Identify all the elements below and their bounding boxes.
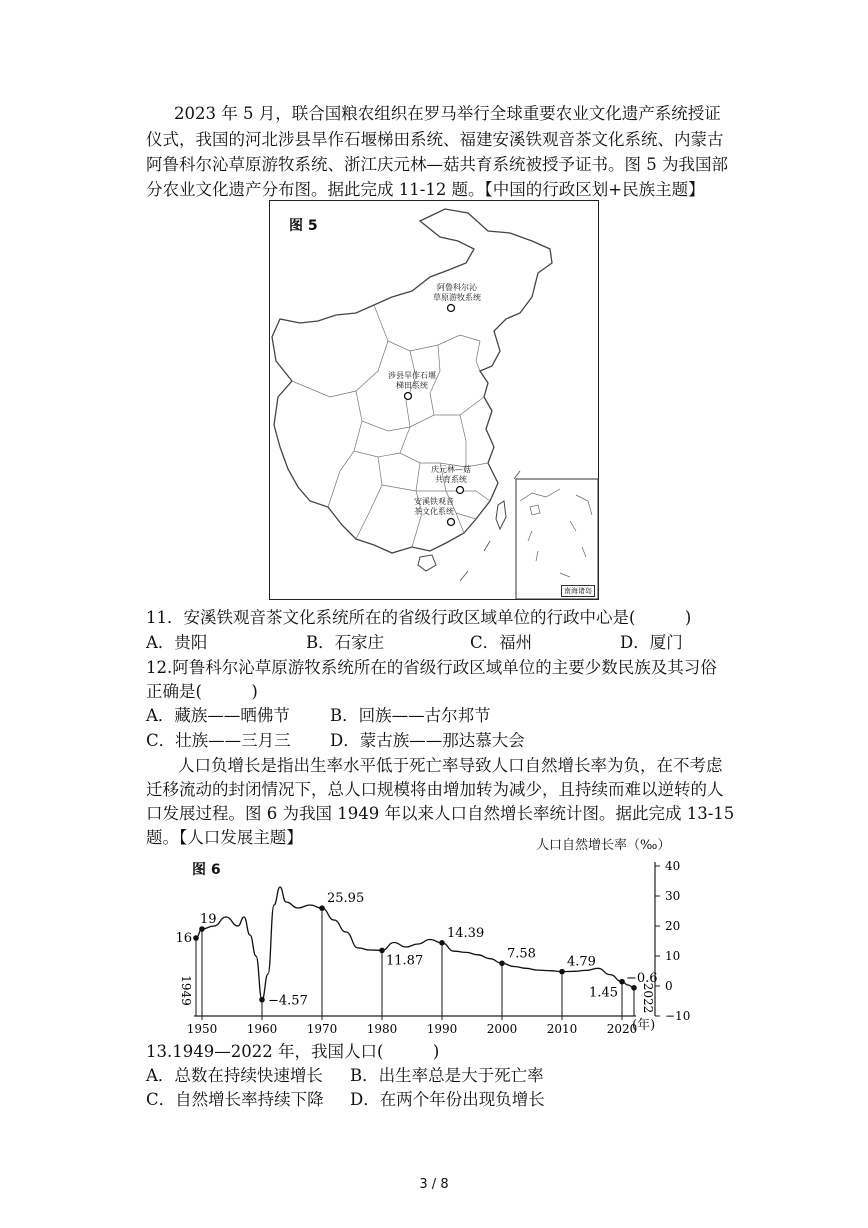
q12-option-c: C．壮族——三月三: [146, 731, 291, 750]
intro-line-4: 分农业文化遗产分布图。据此完成 11-12 题。【中国的行政区划+民族主题】: [146, 180, 705, 199]
data-point: [619, 979, 625, 985]
data-label: 16: [175, 931, 192, 946]
y-tick-label: 0: [665, 979, 673, 993]
site-label-shexian: [383, 371, 441, 391]
data-point: [259, 997, 265, 1003]
end-year-label: 2022: [641, 982, 655, 1014]
china-map: [270, 201, 600, 601]
x-tick-label: 1970: [306, 1022, 338, 1036]
intro2-line-1: 人口负增长是指出生率水平低于死亡率导致人口自然增长率为负，在不考虑: [178, 756, 723, 775]
q11-option-c: C．福州: [470, 633, 533, 652]
south-china-sea-inset: [516, 479, 598, 599]
site-marker-shexian: [405, 393, 412, 400]
site-label-line: 共育系统: [435, 475, 467, 484]
data-point: [439, 940, 445, 946]
site-label-qingyuan: [426, 465, 476, 485]
q12-option-a: A．藏族——晒佛节: [146, 706, 290, 725]
site-label-line: 安溪铁观音: [414, 497, 454, 506]
site-marker-alukeerqin: [448, 305, 455, 312]
sea-border-dashes: [460, 471, 520, 581]
data-point: [193, 935, 199, 941]
y-tick-label: −10: [665, 1009, 691, 1023]
q11-stem: 11．安溪铁观音茶文化系统所在的省级行政区域单位的行政中心是( ): [146, 608, 692, 627]
intro2-line-2: 迁移流动的封闭情况下，总人口规模将由增加转为减少，且持续而难以逆转的人: [146, 780, 724, 799]
data-label: 14.39: [447, 925, 485, 941]
q12-stem-line-1: 12.阿鲁科尔沁草原游牧系统所在的省级行政区域单位的主要少数民族及其习俗: [146, 658, 717, 677]
q13-option-d: D．在两个年份出现负增长: [350, 1090, 545, 1109]
q13-option-a: A．总数在持续快速增长: [146, 1066, 323, 1085]
data-label: −0.6: [626, 970, 658, 986]
data-point: [559, 969, 565, 975]
site-marker-qingyuan: [457, 487, 464, 494]
intro-line-2: 仪式，我国的河北涉县旱作石堰梯田系统、福建安溪铁观音茶文化系统、内蒙古: [146, 130, 724, 149]
chart-svg: [170, 832, 710, 1037]
y-tick-label: 40: [665, 859, 681, 873]
q11-option-d: D．厦门: [620, 633, 683, 652]
chart-x-unit: (年): [632, 1018, 656, 1033]
data-point: [499, 960, 505, 966]
x-tick-label: 1980: [366, 1022, 398, 1036]
china-map-figure: [269, 200, 599, 600]
data-point: [379, 948, 385, 954]
site-label-line: 涉县旱作石堰: [388, 371, 436, 380]
q13-option-c: C．自然增长率持续下降: [146, 1090, 324, 1109]
data-label: 19: [200, 912, 217, 927]
q12-option-d: D．蒙古族——那达慕大会: [330, 731, 525, 750]
intro2-line-3: 口发展过程。图 6 为我国 1949 年以来人口自然增长率统计图。据此完成 13-15: [146, 804, 735, 823]
data-point: [319, 905, 325, 911]
x-tick-label: 2000: [486, 1022, 518, 1036]
growth-rate-line: [196, 887, 634, 1000]
x-tick-label: 1950: [186, 1022, 218, 1036]
data-point: [199, 926, 205, 932]
q11-option-a: A．贵阳: [146, 633, 208, 652]
data-label: 11.87: [386, 953, 424, 969]
site-marker-anxi: [448, 519, 455, 526]
intro-line-3: 阿鲁科尔沁草原游牧系统、浙江庆元林—菇共育系统被授予证书。图 5 为我国部: [146, 155, 728, 174]
site-label-line: 庆元林—菇: [431, 465, 471, 474]
intro-line-1: 2023 年 5 月，联合国粮农组织在罗马举行全球重要农业文化遗产系统授证: [174, 104, 721, 123]
y-tick-label: 10: [665, 949, 681, 963]
data-label: 7.58: [507, 946, 536, 962]
q12-option-b: B．回族——古尔邦节: [330, 706, 491, 725]
chart-y-label: 人口自然增长率（‰）: [536, 838, 671, 853]
q13-stem: 13.1949—2022 年，我国人口( ): [146, 1042, 440, 1061]
map-figure-label: 图 5: [289, 218, 318, 234]
data-label: 1.45: [589, 985, 618, 1001]
site-label-line: 茶文化系统: [414, 507, 454, 516]
y-tick-label: 30: [665, 889, 681, 903]
data-point: [631, 985, 637, 991]
page-number: 3 / 8: [419, 1177, 449, 1192]
data-label: 25.95: [327, 891, 365, 907]
chart-figure-label: 图 6: [192, 862, 221, 878]
x-tick-label: 2010: [546, 1022, 578, 1036]
x-tick-label: 1960: [246, 1022, 278, 1036]
site-label-alukeerqin: [430, 283, 484, 303]
q11-option-b: B．石家庄: [306, 633, 385, 652]
site-label-line: 草原游牧系统: [433, 293, 481, 302]
site-label-line: 梯田系统: [396, 381, 428, 390]
data-label: −4.57: [268, 993, 308, 1009]
intro2-line-4: 题。【人口发展主题】: [146, 828, 303, 847]
start-year-label: 1949: [179, 975, 193, 1006]
x-tick-label: 2020: [606, 1022, 638, 1036]
q13-option-b: B．出生率总是大于死亡率: [350, 1066, 544, 1085]
y-tick-label: 20: [665, 919, 681, 933]
taiwan-island: [496, 501, 506, 529]
inset-label: 南海诸岛: [561, 585, 595, 597]
q12-stem-line-2: 正确是( ): [146, 682, 258, 701]
site-label-line: 阿鲁科尔沁: [437, 283, 477, 292]
hainan-island: [418, 555, 436, 571]
site-label-anxi: [406, 497, 462, 517]
x-tick-label: 1990: [426, 1022, 458, 1036]
data-label: 4.79: [567, 954, 596, 970]
population-growth-chart: [170, 832, 710, 1037]
